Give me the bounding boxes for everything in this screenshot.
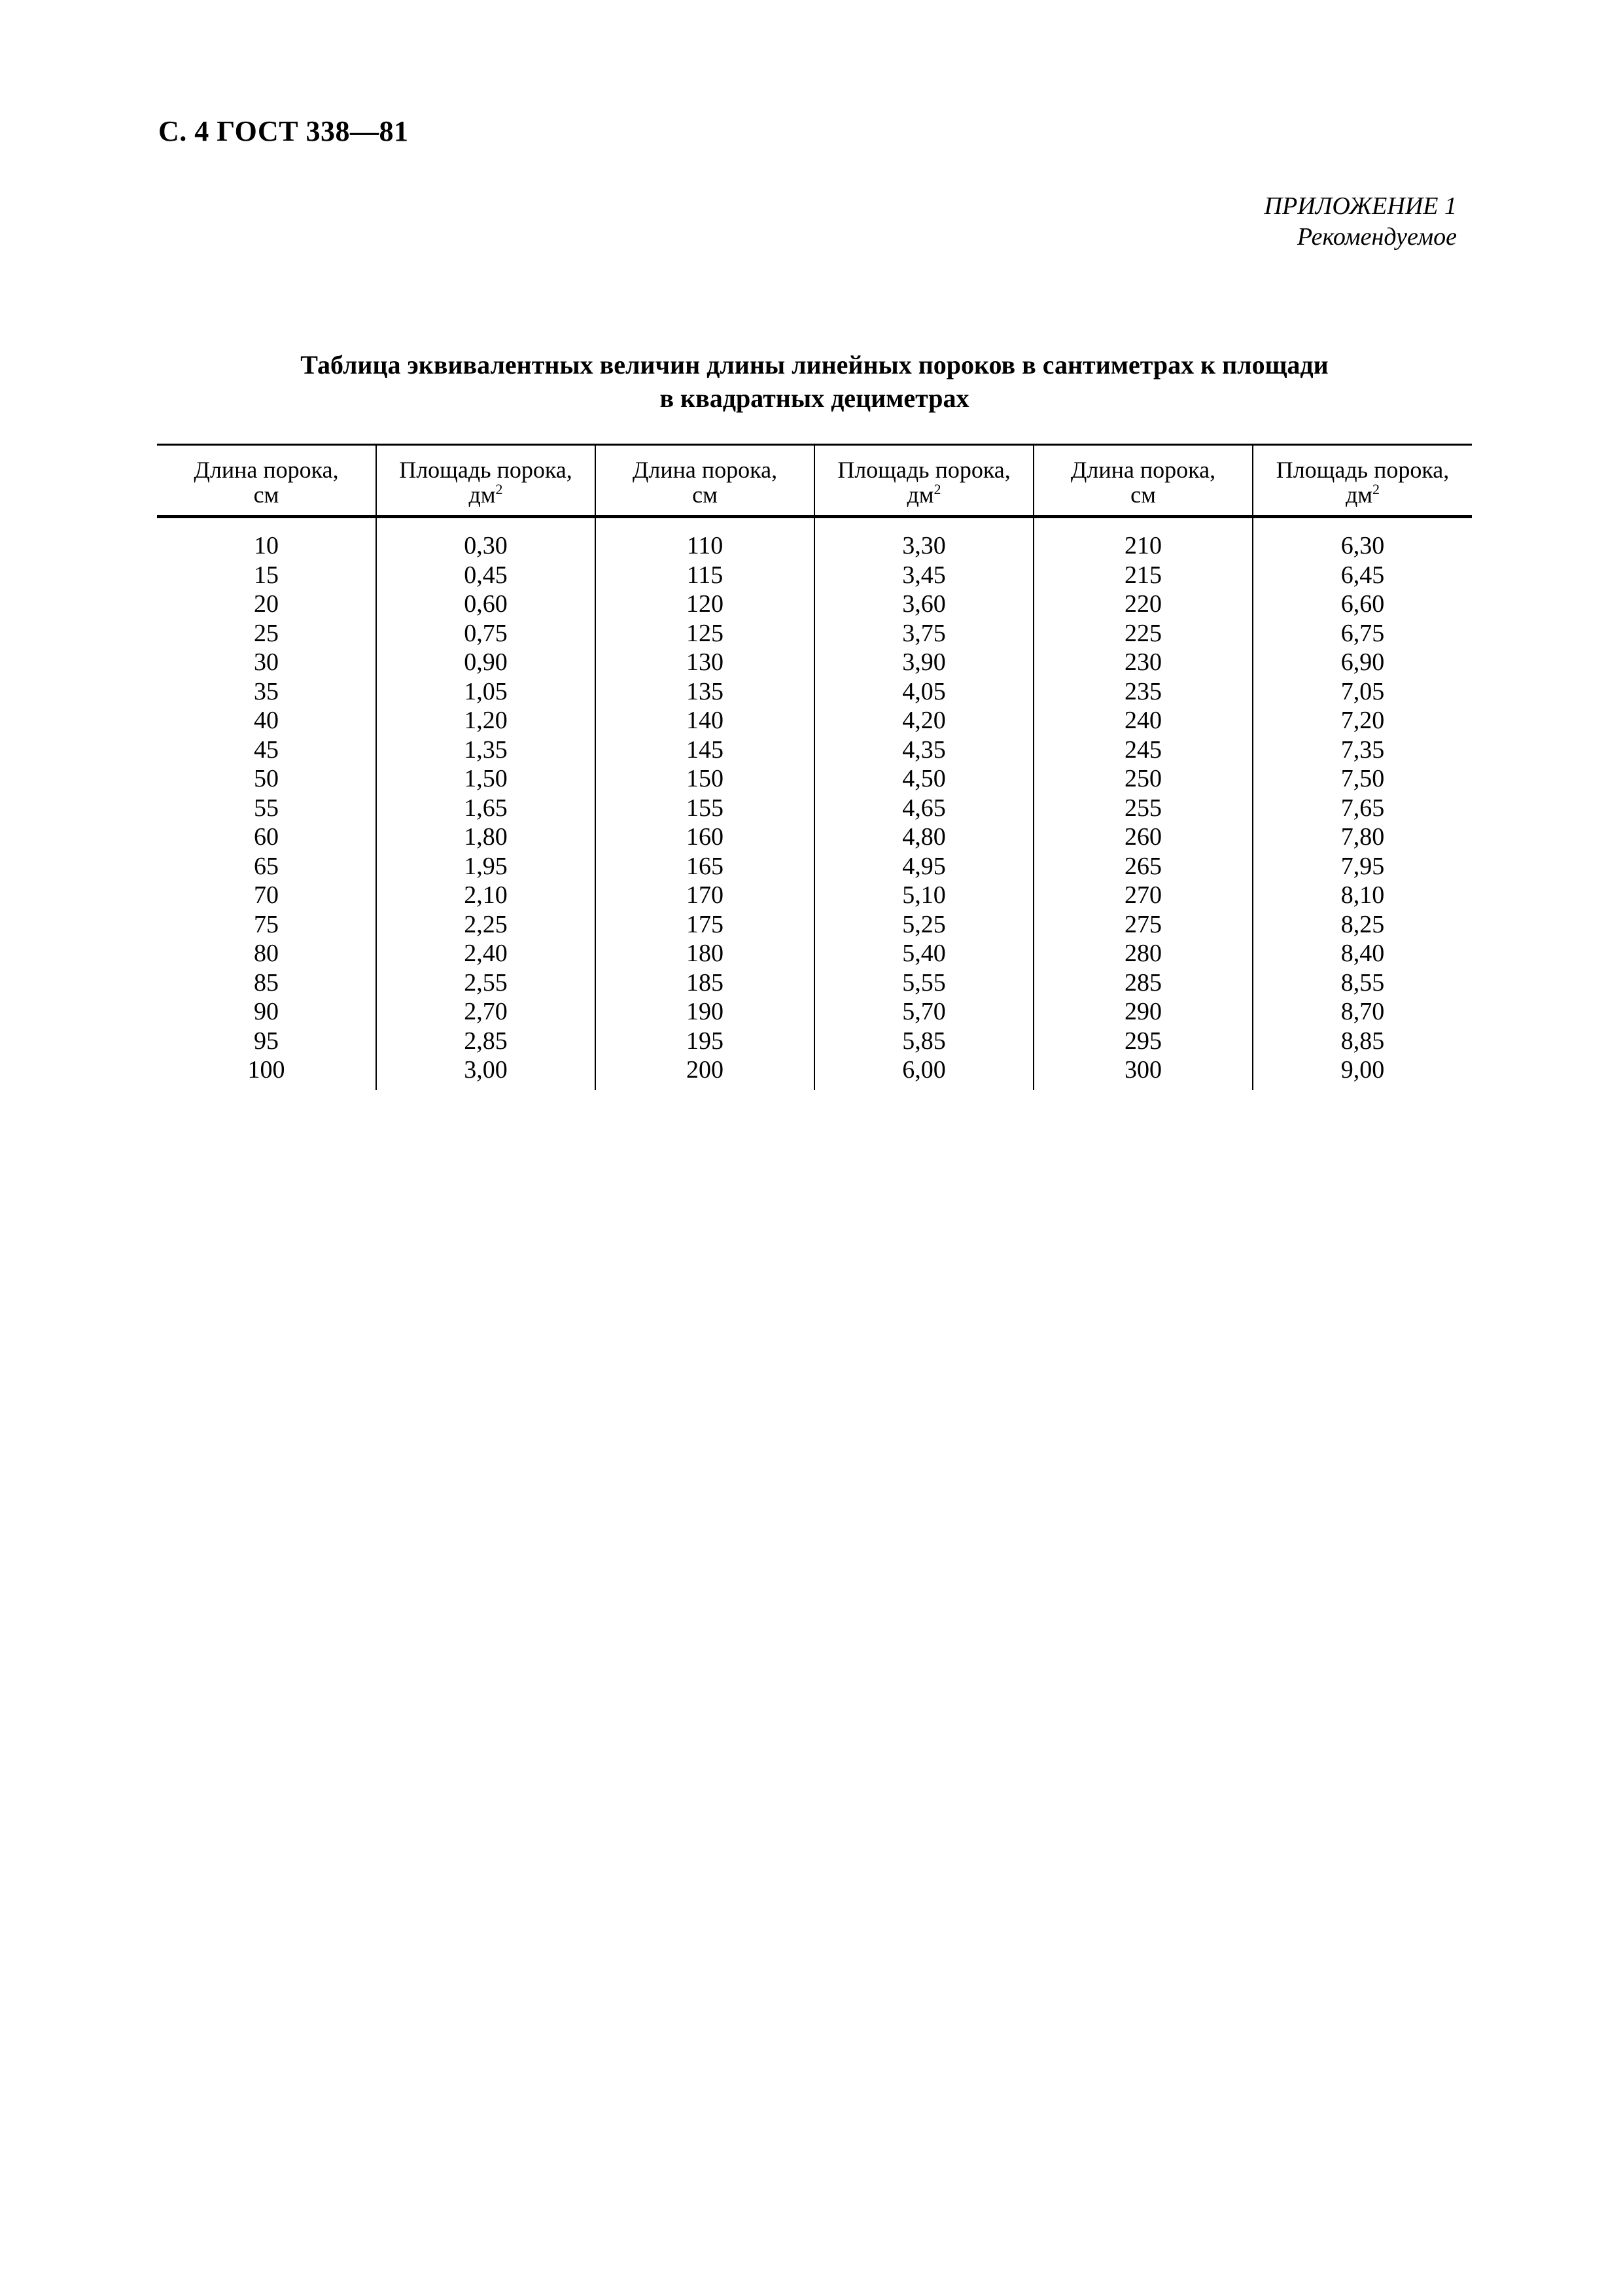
column-header-unit-exponent: 2: [495, 481, 503, 497]
area-cell: 1,65: [376, 794, 595, 823]
column-header-unit: см: [692, 482, 718, 508]
area-cell: 2,25: [376, 910, 595, 940]
length-cell: 200: [595, 1055, 814, 1090]
area-cell: 4,80: [814, 822, 1034, 852]
area-cell: 7,35: [1253, 735, 1472, 765]
length-cell: 150: [595, 764, 814, 794]
appendix-status: Рекомендуемое: [1297, 223, 1457, 251]
column-header: [157, 445, 376, 517]
table-row: [157, 968, 1472, 998]
column-header-label: Длина порока,: [1070, 457, 1216, 483]
area-cell: 7,20: [1253, 706, 1472, 735]
length-cell: 275: [1034, 910, 1253, 940]
column-header: [1253, 445, 1472, 517]
area-cell: 6,90: [1253, 648, 1472, 677]
length-cell: 165: [595, 852, 814, 881]
area-cell: 1,95: [376, 852, 595, 881]
length-cell: 75: [254, 910, 279, 938]
length-cell: 195: [595, 1027, 814, 1056]
equivalence-table: [157, 444, 1472, 1090]
area-cell: 3,75: [814, 619, 1034, 648]
area-cell: 0,75: [376, 619, 595, 648]
table-row: [157, 561, 1472, 590]
column-header: [1034, 445, 1253, 517]
table-row: [157, 590, 1472, 619]
length-cell: 80: [254, 940, 279, 967]
area-cell: 3,45: [814, 561, 1034, 590]
page-header: С. 4 ГОСТ 338—81: [158, 115, 409, 147]
area-cell: 3,00: [376, 1055, 595, 1090]
area-cell: 4,20: [814, 706, 1034, 735]
column-header-label: Площадь порока,: [399, 457, 572, 483]
appendix-title: ПРИЛОЖЕНИЕ 1: [1264, 192, 1457, 220]
table-row: [157, 1027, 1472, 1056]
area-cell: 2,10: [376, 881, 595, 910]
column-header-unit-line: [818, 482, 1030, 507]
area-cell: 1,80: [376, 822, 595, 852]
table-title-line-2: в квадратных дециметрах: [659, 383, 969, 413]
length-cell: 230: [1034, 648, 1253, 677]
table-row: [157, 735, 1472, 765]
area-cell: 2,85: [376, 1027, 595, 1056]
length-cell: 185: [595, 968, 814, 998]
length-cell: 245: [1034, 735, 1253, 765]
column-header-label: Площадь порока,: [1276, 457, 1450, 483]
area-cell: 4,50: [814, 764, 1034, 794]
area-cell: 0,60: [376, 590, 595, 619]
area-cell: 7,65: [1253, 794, 1472, 823]
area-cell: 8,10: [1253, 881, 1472, 910]
table-title-line-1: Таблица эквивалентных величин длины линейных пороков в сантиметрах к площади: [300, 350, 1329, 380]
column-header-label: Площадь порока,: [837, 457, 1011, 483]
area-cell: 4,95: [814, 852, 1034, 881]
length-cell: 295: [1034, 1027, 1253, 1056]
length-cell: 120: [595, 590, 814, 619]
area-cell: 5,10: [814, 881, 1034, 910]
area-cell: 5,85: [814, 1027, 1034, 1056]
length-cell: 30: [254, 648, 279, 676]
area-cell: 6,60: [1253, 590, 1472, 619]
area-cell: 6,30: [1253, 517, 1472, 561]
column-header: [595, 445, 814, 517]
table-row: [157, 648, 1472, 677]
length-cell: 25: [254, 619, 279, 647]
area-cell: 8,85: [1253, 1027, 1472, 1056]
area-cell: 5,70: [814, 997, 1034, 1027]
length-cell: 60: [254, 823, 279, 851]
length-cell: 20: [254, 590, 279, 618]
area-cell: 8,40: [1253, 939, 1472, 968]
column-header-unit: дм: [907, 482, 934, 508]
area-cell: 2,55: [376, 968, 595, 998]
table-row: [157, 852, 1472, 881]
length-cell: 235: [1034, 677, 1253, 707]
table-row: [157, 764, 1472, 794]
column-header-unit-line: [1037, 482, 1249, 507]
area-cell: 7,50: [1253, 764, 1472, 794]
length-cell: 55: [254, 794, 279, 822]
column-header-unit: дм: [468, 482, 496, 508]
column-header-unit-line: [160, 482, 373, 507]
area-cell: 6,75: [1253, 619, 1472, 648]
length-cell: 90: [254, 998, 279, 1025]
column-header-unit-line: [1256, 482, 1469, 507]
column-header: [814, 445, 1034, 517]
area-cell: 2,70: [376, 997, 595, 1027]
column-header-unit-exponent: 2: [934, 481, 941, 497]
length-cell: 175: [595, 910, 814, 940]
length-cell: 290: [1034, 997, 1253, 1027]
table-row: [157, 677, 1472, 707]
table-body: [157, 517, 1472, 1090]
column-header-unit: см: [1130, 482, 1156, 508]
length-cell: 190: [595, 997, 814, 1027]
length-cell: 70: [254, 881, 279, 909]
length-cell: 160: [595, 822, 814, 852]
length-cell: 130: [595, 648, 814, 677]
area-cell: 1,05: [376, 677, 595, 707]
area-cell: 0,45: [376, 561, 595, 590]
length-cell: 95: [254, 1027, 279, 1055]
length-cell: 300: [1034, 1055, 1253, 1090]
area-cell: 5,40: [814, 939, 1034, 968]
area-cell: 9,00: [1253, 1055, 1472, 1090]
table-row: [157, 1055, 1472, 1090]
length-cell: 255: [1034, 794, 1253, 823]
table-row: [157, 619, 1472, 648]
length-cell: 15: [254, 561, 279, 589]
length-cell: 110: [595, 517, 814, 561]
column-header-unit: дм: [1345, 482, 1373, 508]
length-cell: 125: [595, 619, 814, 648]
area-cell: 3,60: [814, 590, 1034, 619]
length-cell: 85: [254, 968, 279, 997]
length-cell: 240: [1034, 706, 1253, 735]
length-cell: 260: [1034, 822, 1253, 852]
column-header-unit: см: [253, 482, 279, 508]
length-cell: 220: [1034, 590, 1253, 619]
area-cell: 1,35: [376, 735, 595, 765]
length-cell: 265: [1034, 852, 1253, 881]
area-cell: 6,45: [1253, 561, 1472, 590]
column-header-label: Длина порока,: [194, 457, 339, 483]
length-cell: 45: [254, 735, 279, 764]
length-cell: 115: [595, 561, 814, 590]
column-header-unit-exponent: 2: [1372, 481, 1380, 497]
length-cell: 285: [1034, 968, 1253, 998]
area-cell: 3,90: [814, 648, 1034, 677]
area-cell: 0,90: [376, 648, 595, 677]
column-header-label: Длина порока,: [632, 457, 778, 483]
column-header: [376, 445, 595, 517]
table-row: [157, 939, 1472, 968]
length-cell: 100: [247, 1056, 285, 1084]
length-cell: 140: [595, 706, 814, 735]
area-cell: 8,55: [1253, 968, 1472, 998]
table-row: [157, 794, 1472, 823]
length-cell: 210: [1034, 517, 1253, 561]
area-cell: 5,25: [814, 910, 1034, 940]
area-cell: 6,00: [814, 1055, 1034, 1090]
column-header-unit-line: [379, 482, 592, 507]
table-title: [157, 348, 1472, 415]
area-cell: 4,35: [814, 735, 1034, 765]
length-cell: 50: [254, 765, 279, 792]
area-cell: 1,20: [376, 706, 595, 735]
area-cell: 1,50: [376, 764, 595, 794]
area-cell: 2,40: [376, 939, 595, 968]
table-header-row: [157, 445, 1472, 517]
area-cell: 7,80: [1253, 822, 1472, 852]
length-cell: 35: [254, 677, 279, 705]
area-cell: 7,05: [1253, 677, 1472, 707]
table-row: [157, 822, 1472, 852]
length-cell: 280: [1034, 939, 1253, 968]
length-cell: 155: [595, 794, 814, 823]
table-row: [157, 997, 1472, 1027]
area-cell: 7,95: [1253, 852, 1472, 881]
length-cell: 10: [254, 532, 279, 559]
area-cell: 4,65: [814, 794, 1034, 823]
length-cell: 180: [595, 939, 814, 968]
area-cell: 8,25: [1253, 910, 1472, 940]
length-cell: 225: [1034, 619, 1253, 648]
length-cell: 145: [595, 735, 814, 765]
length-cell: 170: [595, 881, 814, 910]
table-row: [157, 517, 1472, 561]
length-cell: 215: [1034, 561, 1253, 590]
length-cell: 250: [1034, 764, 1253, 794]
area-cell: 0,30: [376, 517, 595, 561]
length-cell: 65: [254, 852, 279, 880]
length-cell: 270: [1034, 881, 1253, 910]
area-cell: 3,30: [814, 517, 1034, 561]
column-header-unit-line: [599, 482, 811, 507]
length-cell: 135: [595, 677, 814, 707]
table-row: [157, 910, 1472, 940]
length-cell: 40: [254, 707, 279, 734]
area-cell: 4,05: [814, 677, 1034, 707]
table-row: [157, 706, 1472, 735]
area-cell: 8,70: [1253, 997, 1472, 1027]
appendix-block: [1265, 191, 1457, 253]
area-cell: 5,55: [814, 968, 1034, 998]
table-row: [157, 881, 1472, 910]
